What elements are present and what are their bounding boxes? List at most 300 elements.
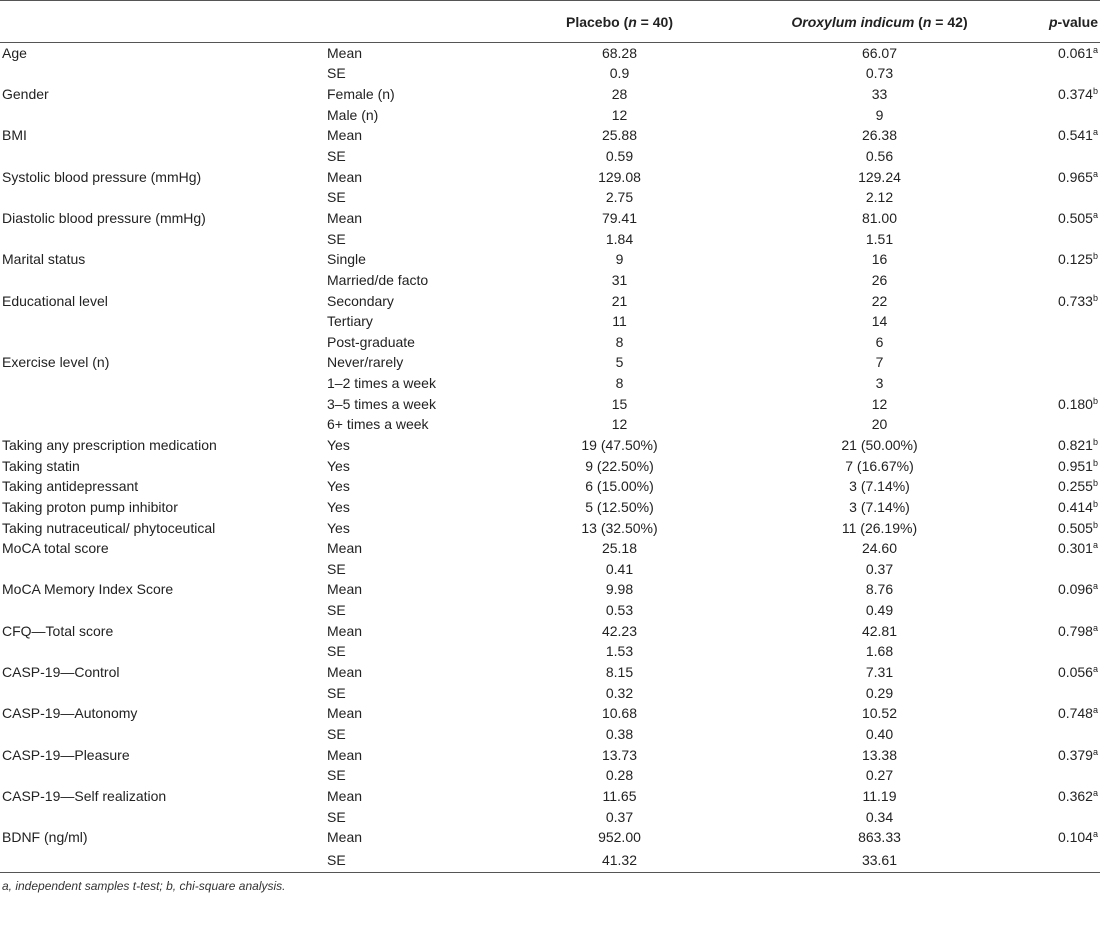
row-oroxylum-value: 13.38	[861, 746, 898, 763]
p-value-text: 0.505	[1057, 209, 1093, 226]
header-placebo-n: n	[628, 13, 637, 30]
row-statistic-label: Married/de facto	[327, 271, 429, 288]
row-statistic-label: Yes	[327, 436, 350, 453]
row-p-value	[1018, 724, 1100, 745]
row-statistic-label: SE	[327, 847, 498, 872]
p-value-text: 0.505	[1057, 519, 1093, 536]
p-value-text: 0.301	[1057, 540, 1093, 557]
header-oroxylum-mid: (	[914, 13, 923, 30]
header-row	[0, 1, 1100, 43]
row-oroxylum-value: 3 (7.14%)	[849, 478, 910, 495]
p-value-text: 0.180	[1057, 395, 1093, 412]
p-value-text: 0.056	[1057, 664, 1093, 681]
p-value-test-marker: a	[1092, 622, 1098, 633]
row-placebo-value: 28	[611, 86, 628, 103]
table-row	[0, 125, 1100, 146]
row-placebo-value: 5 (12.50%)	[585, 498, 654, 515]
row-statistic-label: SE	[327, 602, 346, 619]
table-row	[0, 806, 1100, 827]
header-pvalue-tail: -value	[1057, 13, 1098, 30]
row-placebo-value: 0.37	[605, 808, 634, 825]
row-oroxylum-value: 33.61	[741, 847, 1018, 872]
row-oroxylum-value: 0.56	[865, 148, 894, 165]
row-oroxylum-value: 21 (50.00%)	[841, 436, 918, 453]
row-placebo-value: 0.9	[609, 65, 630, 82]
row-placebo-value: 129.08	[598, 168, 641, 185]
row-p-value	[1018, 43, 1100, 64]
row-placebo-value: 25.18	[601, 540, 638, 557]
row-oroxylum-value: 11.19	[862, 787, 897, 804]
row-variable-label: BDNF (ng/ml)	[2, 829, 88, 846]
row-placebo-value: 42.23	[601, 622, 638, 639]
header-variable	[0, 1, 327, 43]
row-placebo-value: 9.98	[605, 581, 634, 598]
header-oroxylum-text: Oroxylum indicum	[791, 13, 915, 30]
p-value-test-marker: b	[1092, 395, 1098, 406]
row-statistic-label: Mean	[327, 168, 363, 185]
row-p-value	[1018, 104, 1100, 125]
row-statistic-label: Mean	[327, 45, 363, 62]
row-placebo-value: 0.32	[605, 684, 634, 701]
row-variable-label	[0, 682, 327, 703]
row-p-value	[1018, 827, 1100, 848]
table-row	[0, 414, 1100, 435]
row-variable-label	[0, 724, 327, 745]
row-placebo-value: 8	[615, 375, 624, 392]
header-placebo	[498, 1, 741, 43]
header-oroxylum-tail: = 42)	[931, 13, 968, 30]
row-statistic-label: 6+ times a week	[327, 416, 429, 433]
row-statistic-label: SE	[327, 65, 346, 82]
p-value-text: 0.541	[1057, 127, 1093, 144]
row-p-value	[1018, 311, 1100, 332]
row-placebo-value: 12	[611, 106, 628, 123]
row-placebo-value: 19 (47.50%)	[581, 436, 658, 453]
row-statistic-label: Yes	[327, 498, 350, 515]
table-row	[0, 331, 1100, 352]
row-oroxylum-value: 11 (26.19%)	[841, 519, 918, 536]
row-variable-label	[0, 270, 327, 291]
row-variable-label: CASP-19—Pleasure	[2, 746, 130, 763]
header-placebo-text: Placebo (	[565, 13, 629, 30]
row-variable-label: Taking statin	[2, 457, 80, 474]
row-oroxylum-value: 81.00	[861, 209, 898, 226]
row-placebo-value: 0.28	[605, 767, 634, 784]
row-placebo-value: 8.15	[605, 664, 634, 681]
table-row	[0, 63, 1100, 84]
row-p-value	[1018, 331, 1100, 352]
row-statistic-label: Mean	[327, 540, 363, 557]
p-value-test-marker: b	[1092, 292, 1098, 303]
row-variable-label: Taking any prescription medication	[2, 436, 217, 453]
row-oroxylum-value: 9	[875, 106, 884, 123]
row-oroxylum-value: 22	[871, 292, 888, 309]
row-p-value	[1018, 497, 1100, 518]
row-oroxylum-value: 26.38	[861, 127, 898, 144]
p-value-text: 0.096	[1057, 581, 1093, 598]
row-statistic-label: Mean	[327, 787, 363, 804]
row-oroxylum-value: 863.33	[858, 829, 901, 846]
row-statistic-label: SE	[327, 643, 346, 660]
row-placebo-value: 11	[612, 313, 627, 330]
table-header	[0, 1, 1100, 43]
row-placebo-value: 8	[615, 333, 624, 350]
table-row	[0, 517, 1100, 538]
table-row	[0, 290, 1100, 311]
p-value-test-marker: a	[1092, 540, 1098, 551]
row-oroxylum-value: 7.31	[865, 664, 894, 681]
table-row	[0, 786, 1100, 807]
row-oroxylum-value: 66.07	[861, 45, 898, 62]
row-placebo-value: 9	[615, 251, 624, 268]
p-value-text: 0.748	[1057, 705, 1093, 722]
row-variable-label: Marital status	[2, 251, 86, 268]
row-oroxylum-value: 7	[875, 354, 884, 371]
p-value-test-marker: a	[1092, 829, 1098, 840]
row-statistic-label: SE	[327, 725, 346, 742]
row-p-value	[1018, 228, 1100, 249]
p-value-test-marker: b	[1092, 251, 1098, 262]
row-variable-label	[0, 806, 327, 827]
table-row	[0, 620, 1100, 641]
row-statistic-label: SE	[327, 684, 346, 701]
table-row	[0, 166, 1100, 187]
row-p-value	[1018, 662, 1100, 683]
row-p-value	[1018, 166, 1100, 187]
table-row	[0, 682, 1100, 703]
row-statistic-label: Single	[327, 251, 366, 268]
table-row	[0, 662, 1100, 683]
row-placebo-value: 5	[615, 354, 624, 371]
row-oroxylum-value: 1.68	[865, 643, 894, 660]
row-p-value	[1018, 187, 1100, 208]
p-value-text: 0.374	[1057, 86, 1093, 103]
row-p-value	[1018, 703, 1100, 724]
table-body	[0, 43, 1100, 873]
row-p-value	[1018, 579, 1100, 600]
row-statistic-label: Never/rarely	[327, 354, 404, 371]
table-row	[0, 744, 1100, 765]
row-placebo-value: 952.00	[598, 829, 641, 846]
row-p-value	[1018, 373, 1100, 394]
row-variable-label	[0, 311, 327, 332]
row-variable-label	[0, 228, 327, 249]
row-p-value	[1018, 538, 1100, 559]
row-oroxylum-value: 1.51	[865, 230, 894, 247]
row-placebo-value: 13.73	[601, 746, 638, 763]
row-p-value	[1018, 63, 1100, 84]
p-value-text: 0.951	[1057, 457, 1093, 474]
row-placebo-value: 15	[611, 395, 628, 412]
row-statistic-label: Yes	[327, 457, 350, 474]
row-statistic-label: Mean	[327, 127, 363, 144]
p-value-test-marker: a	[1092, 746, 1098, 757]
row-oroxylum-value: 0.37	[865, 560, 894, 577]
table-row	[0, 703, 1100, 724]
row-variable-label: MoCA Memory Index Score	[2, 581, 174, 598]
table-row	[0, 187, 1100, 208]
table-row	[0, 455, 1100, 476]
table-row	[0, 600, 1100, 621]
row-statistic-label: 3–5 times a week	[327, 395, 436, 412]
row-oroxylum-value: 3 (7.14%)	[849, 498, 910, 515]
p-value-test-marker: b	[1092, 457, 1098, 468]
row-statistic-label: Mean	[327, 705, 363, 722]
table-row	[0, 146, 1100, 167]
row-statistic-label: Secondary	[327, 292, 394, 309]
p-value-text: 0.733	[1057, 292, 1093, 309]
row-variable-label: BMI	[2, 127, 27, 144]
row-p-value	[1018, 517, 1100, 538]
row-variable-label: CASP-19—Control	[2, 664, 120, 681]
p-value-text: 0.414	[1057, 498, 1093, 515]
row-p-value	[1018, 847, 1100, 872]
row-variable-label: MoCA total score	[2, 540, 109, 557]
row-oroxylum-value: 20	[871, 416, 888, 433]
header-statistic	[327, 1, 498, 43]
row-statistic-label: SE	[327, 808, 346, 825]
row-oroxylum-value: 10.52	[861, 705, 898, 722]
p-value-test-marker: a	[1092, 705, 1098, 716]
row-p-value	[1018, 620, 1100, 641]
row-p-value	[1018, 290, 1100, 311]
row-p-value	[1018, 682, 1100, 703]
header-oroxylum	[741, 1, 1018, 43]
row-statistic-label: 1–2 times a week	[327, 375, 436, 392]
table-row	[0, 765, 1100, 786]
row-statistic-label: Post-graduate	[327, 333, 415, 350]
row-oroxylum-value: 2.12	[865, 189, 894, 206]
table-row	[0, 724, 1100, 745]
row-variable-label: Gender	[2, 86, 49, 103]
row-oroxylum-value: 0.73	[865, 65, 894, 82]
row-placebo-value: 41.32	[498, 847, 741, 872]
row-placebo-value: 0.41	[605, 560, 634, 577]
row-oroxylum-value: 24.60	[861, 540, 898, 557]
table-row	[0, 559, 1100, 580]
row-variable-label	[0, 393, 327, 414]
row-statistic-label: SE	[327, 560, 346, 577]
row-variable-label	[0, 331, 327, 352]
row-statistic-label: SE	[327, 189, 346, 206]
row-variable-label: Taking proton pump inhibitor	[2, 498, 178, 515]
row-placebo-value: 0.38	[605, 725, 634, 742]
table-row	[0, 538, 1100, 559]
row-statistic-label: SE	[327, 767, 346, 784]
row-p-value	[1018, 352, 1100, 373]
table-row	[0, 847, 1100, 872]
row-variable-label	[0, 373, 327, 394]
row-variable-label: Taking nutraceutical/ phytoceutical	[2, 519, 216, 536]
p-value-test-marker: b	[1092, 436, 1098, 447]
row-variable-label	[0, 641, 327, 662]
table-row	[0, 476, 1100, 497]
row-variable-label	[0, 104, 327, 125]
row-p-value	[1018, 435, 1100, 456]
p-value-test-marker: b	[1092, 498, 1098, 509]
table-footnote: a, independent samples t-test; b, chi-square analysis.	[2, 878, 286, 893]
row-statistic-label: Mean	[327, 581, 363, 598]
row-variable-label: Exercise level (n)	[2, 354, 110, 371]
row-statistic-label: SE	[327, 148, 346, 165]
row-variable-label	[0, 63, 327, 84]
row-p-value	[1018, 146, 1100, 167]
row-placebo-value: 9 (22.50%)	[585, 457, 654, 474]
p-value-test-marker: a	[1092, 127, 1098, 138]
row-statistic-label: Mean	[327, 746, 363, 763]
p-value-text: 0.255	[1057, 478, 1093, 495]
row-oroxylum-value: 3	[875, 375, 884, 392]
row-p-value	[1018, 270, 1100, 291]
row-variable-label: Diastolic blood pressure (mmHg)	[2, 209, 206, 226]
row-p-value	[1018, 208, 1100, 229]
row-p-value	[1018, 393, 1100, 414]
p-value-test-marker: b	[1092, 478, 1098, 489]
row-variable-label	[0, 600, 327, 621]
row-placebo-value: 31	[611, 271, 628, 288]
table-row	[0, 208, 1100, 229]
row-variable-label	[0, 847, 327, 872]
p-value-text: 0.362	[1057, 787, 1093, 804]
row-oroxylum-value: 6	[875, 333, 884, 350]
row-p-value	[1018, 559, 1100, 580]
row-placebo-value: 11.65	[602, 787, 637, 804]
table-row	[0, 249, 1100, 270]
row-placebo-value: 1.84	[605, 230, 634, 247]
table-row	[0, 352, 1100, 373]
row-p-value	[1018, 84, 1100, 105]
p-value-text: 0.965	[1057, 168, 1093, 185]
p-value-text: 0.821	[1057, 436, 1093, 453]
row-placebo-value: 6 (15.00%)	[585, 478, 654, 495]
p-value-test-marker: b	[1092, 519, 1098, 530]
row-oroxylum-value: 12	[871, 395, 888, 412]
row-statistic-label: Yes	[327, 478, 350, 495]
row-placebo-value: 1.53	[605, 643, 634, 660]
p-value-test-marker: a	[1092, 168, 1098, 179]
row-variable-label: Systolic blood pressure (mmHg)	[2, 168, 202, 185]
row-placebo-value: 0.53	[605, 602, 634, 619]
row-placebo-value: 2.75	[605, 189, 634, 206]
row-p-value	[1018, 125, 1100, 146]
row-p-value	[1018, 641, 1100, 662]
row-oroxylum-value: 0.29	[865, 684, 894, 701]
table-row	[0, 497, 1100, 518]
p-value-test-marker: a	[1092, 209, 1098, 220]
table-row	[0, 311, 1100, 332]
row-variable-label: CASP-19—Self realization	[2, 787, 167, 804]
row-placebo-value: 12	[611, 416, 628, 433]
row-placebo-value: 79.41	[601, 209, 638, 226]
row-oroxylum-value: 0.49	[865, 602, 894, 619]
row-placebo-value: 0.59	[605, 148, 634, 165]
row-statistic-label: Mean	[327, 664, 363, 681]
row-oroxylum-value: 14	[871, 313, 888, 330]
row-p-value	[1018, 476, 1100, 497]
table-row	[0, 579, 1100, 600]
row-p-value	[1018, 786, 1100, 807]
table-row	[0, 827, 1100, 848]
p-value-test-marker: b	[1092, 86, 1098, 97]
p-value-test-marker: a	[1092, 45, 1098, 56]
row-variable-label: Age	[2, 45, 27, 62]
row-p-value	[1018, 744, 1100, 765]
row-statistic-label: Yes	[327, 519, 350, 536]
row-variable-label: CASP-19—Autonomy	[2, 705, 138, 722]
p-value-text: 0.104	[1057, 829, 1093, 846]
row-oroxylum-value: 8.76	[865, 581, 894, 598]
row-variable-label	[0, 765, 327, 786]
p-value-test-marker: a	[1092, 581, 1098, 592]
row-statistic-label: Tertiary	[327, 313, 373, 330]
table-row	[0, 84, 1100, 105]
row-statistic-label: Mean	[327, 622, 363, 639]
row-p-value	[1018, 765, 1100, 786]
row-variable-label	[0, 187, 327, 208]
row-oroxylum-value: 0.34	[865, 808, 894, 825]
row-p-value	[1018, 414, 1100, 435]
row-oroxylum-value: 42.81	[861, 622, 898, 639]
row-placebo-value: 10.68	[601, 705, 638, 722]
row-statistic-label: SE	[327, 230, 346, 247]
p-value-text: 0.125	[1057, 251, 1093, 268]
row-placebo-value: 21	[611, 292, 628, 309]
table-row	[0, 43, 1100, 64]
row-p-value	[1018, 249, 1100, 270]
table-row	[0, 104, 1100, 125]
p-value-text: 0.379	[1057, 746, 1093, 763]
table-row	[0, 435, 1100, 456]
row-oroxylum-value: 129.24	[858, 168, 901, 185]
table-row	[0, 228, 1100, 249]
header-pvalue	[1018, 1, 1100, 43]
p-value-test-marker: a	[1092, 787, 1098, 798]
table-row	[0, 641, 1100, 662]
row-oroxylum-value: 7 (16.67%)	[845, 457, 914, 474]
header-placebo-tail: = 40)	[636, 13, 673, 30]
row-placebo-value: 13 (32.50%)	[581, 519, 658, 536]
row-variable-label: Taking antidepressant	[2, 478, 139, 495]
row-oroxylum-value: 16	[871, 251, 888, 268]
row-variable-label	[0, 146, 327, 167]
row-p-value	[1018, 600, 1100, 621]
row-placebo-value: 25.88	[601, 127, 638, 144]
p-value-text: 0.061	[1057, 45, 1093, 62]
p-value-test-marker: a	[1092, 664, 1098, 675]
row-statistic-label: Male (n)	[327, 106, 379, 123]
row-variable-label: Educational level	[2, 292, 108, 309]
row-variable-label	[0, 414, 327, 435]
row-variable-label	[0, 559, 327, 580]
row-p-value	[1018, 806, 1100, 827]
table-row	[0, 393, 1100, 414]
row-oroxylum-value: 26	[871, 271, 888, 288]
row-oroxylum-value: 0.27	[865, 767, 894, 784]
header-oroxylum-n: n	[922, 13, 932, 30]
row-statistic-label: Mean	[327, 209, 363, 226]
table-row	[0, 373, 1100, 394]
row-placebo-value: 68.28	[601, 45, 638, 62]
row-oroxylum-value: 0.40	[865, 725, 894, 742]
row-statistic-label: Mean	[327, 829, 363, 846]
row-oroxylum-value: 33	[871, 86, 888, 103]
row-statistic-label: Female (n)	[327, 86, 395, 103]
p-value-text: 0.798	[1057, 622, 1093, 639]
header-pvalue-p: p	[1048, 13, 1058, 30]
row-variable-label: CFQ—Total score	[2, 622, 114, 639]
table-row	[0, 270, 1100, 291]
row-p-value	[1018, 455, 1100, 476]
